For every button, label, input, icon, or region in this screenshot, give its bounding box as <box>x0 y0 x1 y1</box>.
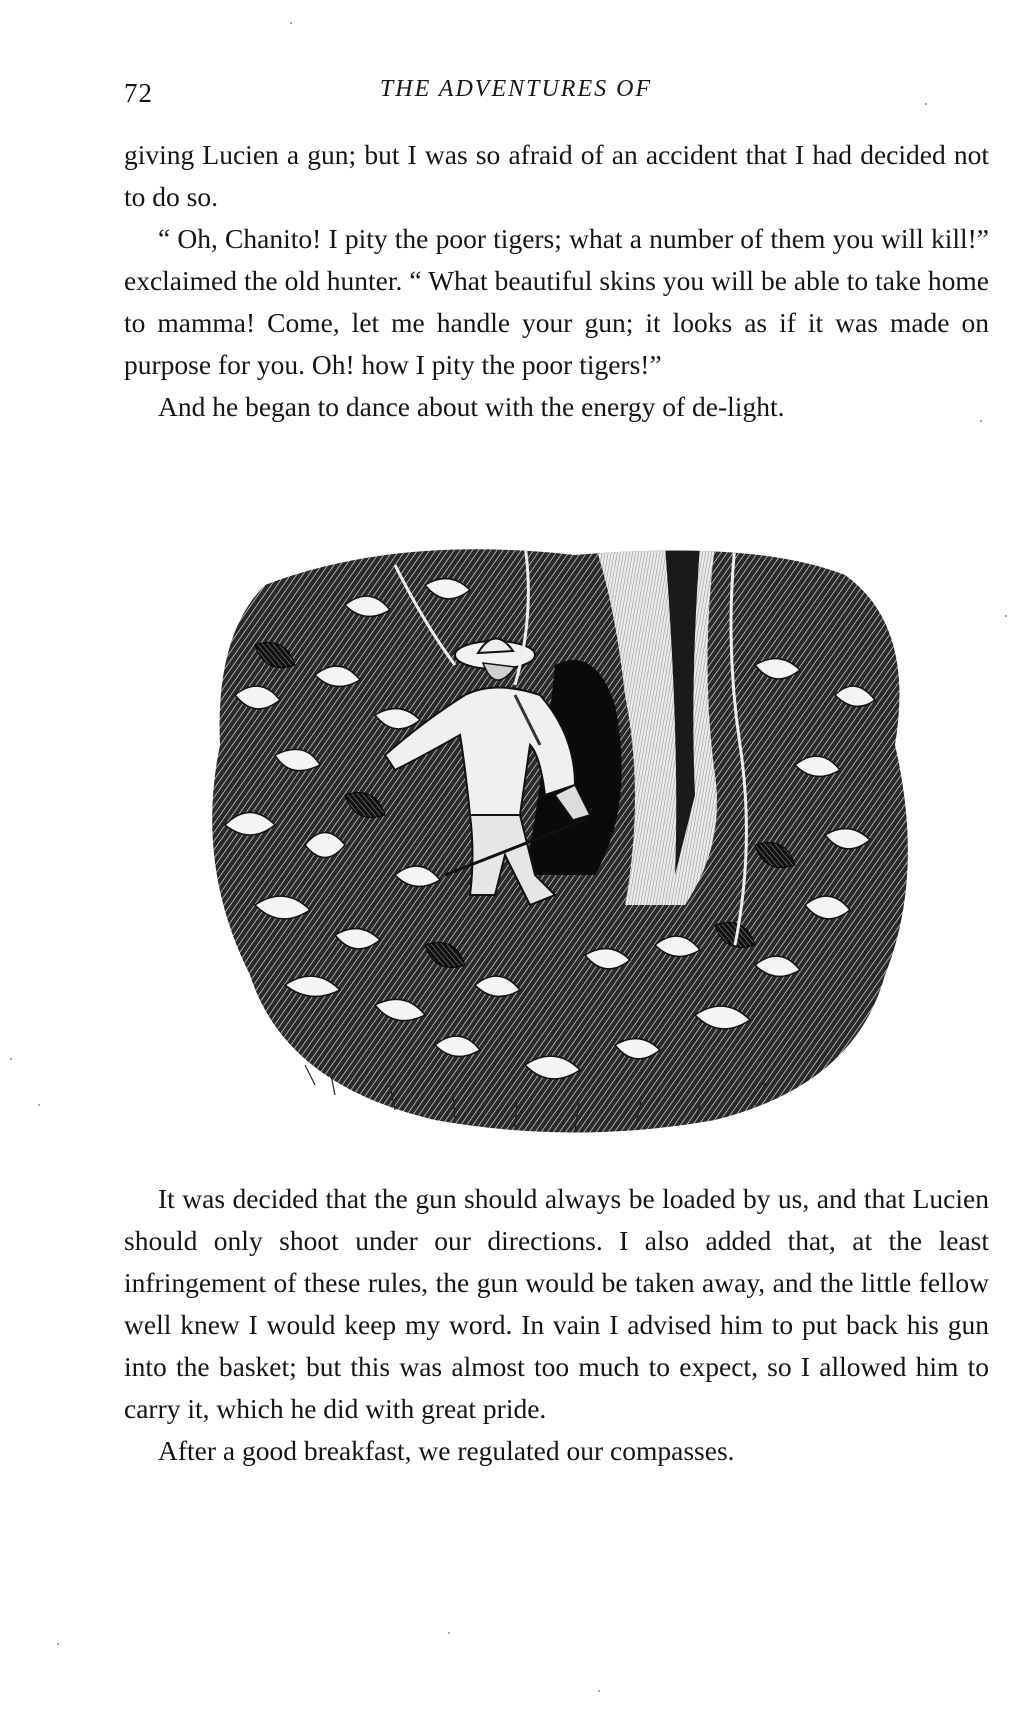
jungle-hunter-engraving <box>195 545 940 1145</box>
paragraph: And he began to dance about with the energy of de-light. <box>158 391 785 422</box>
paragraph: After a good breakfast, we regulated our compasses. <box>158 1435 735 1466</box>
text-block-bottom <box>124 1178 989 1472</box>
engraving-illustration <box>195 545 940 1145</box>
paragraph: It was decided that the gun should always be loaded by us, and that Lucien should only shoot under our directions. I also added that, at the least infringement of these rules, the gun would be taken away, and the little fellow well knew I would keep my word. In vain I advised him to put back his gun into the basket; but this was almost too much to expect, so I allowed him to carry it, which he did with great pride. <box>124 1183 989 1424</box>
paragraph: giving Lucien a gun; but I was so afraid of an accident that I had decided not to do so. <box>124 139 989 212</box>
text-block-top <box>124 134 989 428</box>
page-header <box>124 70 908 110</box>
page-number: 72 <box>124 78 153 108</box>
paragraph: “ Oh, Chanito! I pity the poor tigers; what a number of them you will kill!” exclaimed the old hunter. “ What beautiful skins you will be able to take home to mamma! Come, let me handle your gun; it looks as if it was made on purpose for you. Oh! how I pity the poor tigers!” <box>124 223 989 380</box>
running-head: THE ADVENTURES OF <box>379 76 653 102</box>
